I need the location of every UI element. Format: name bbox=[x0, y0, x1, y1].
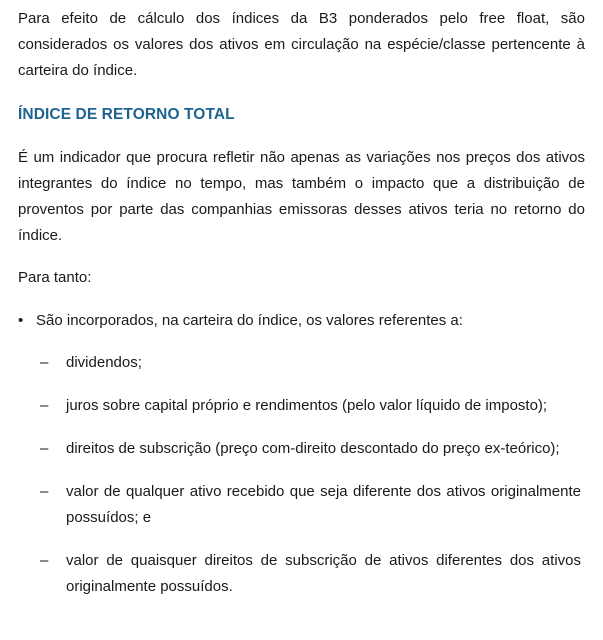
sub-list-item bbox=[18, 393, 585, 419]
bullet-text: São incorporados, na carteira do índice, os valores referentes a: bbox=[36, 312, 463, 329]
intro-paragraph: Para efeito de cálculo dos índices da B3 ponderados pelo free float, são considerados os valores dos ativos em circulação na espécie/classe pertencente à carteira do índice. bbox=[18, 10, 585, 79]
sub-list-item bbox=[18, 436, 585, 462]
sub-item-text: valor de quaisquer direitos de subscrição de ativos diferentes dos ativos originalmente possuídos. bbox=[66, 552, 581, 595]
sub-list-item bbox=[18, 548, 585, 600]
dash-marker: – bbox=[40, 440, 49, 457]
description-paragraph: É um indicador que procura refletir não apenas as variações nos preços dos ativos integrantes do índice no tempo, mas também o impacto que a distribuição de proventos por parte das companhias emissoras desses ativos teria no retorno do índice. bbox=[18, 149, 585, 244]
bullet-marker: • bbox=[18, 312, 24, 329]
sub-list-item bbox=[18, 350, 585, 376]
para-tanto-label: Para tanto: bbox=[18, 269, 92, 286]
sub-list bbox=[18, 350, 585, 600]
sub-item-text: dividendos; bbox=[66, 354, 142, 371]
dash-marker: – bbox=[40, 397, 49, 414]
sub-item-text: juros sobre capital próprio e rendimentos (pelo valor líquido de imposto); bbox=[66, 397, 548, 414]
dash-marker: – bbox=[40, 483, 49, 500]
section-heading: ÍNDICE DE RETORNO TOTAL bbox=[18, 106, 235, 123]
sub-item-text: valor de qualquer ativo recebido que seja diferente dos ativos originalmente possuídos; e bbox=[66, 483, 581, 526]
dash-marker: – bbox=[40, 552, 49, 569]
sub-item-text: direitos de subscrição (preço com-direito descontado do preço ex-teórico); bbox=[66, 440, 560, 457]
sub-list-item bbox=[18, 479, 585, 531]
bullet-item bbox=[18, 308, 585, 334]
dash-marker: – bbox=[40, 354, 49, 371]
